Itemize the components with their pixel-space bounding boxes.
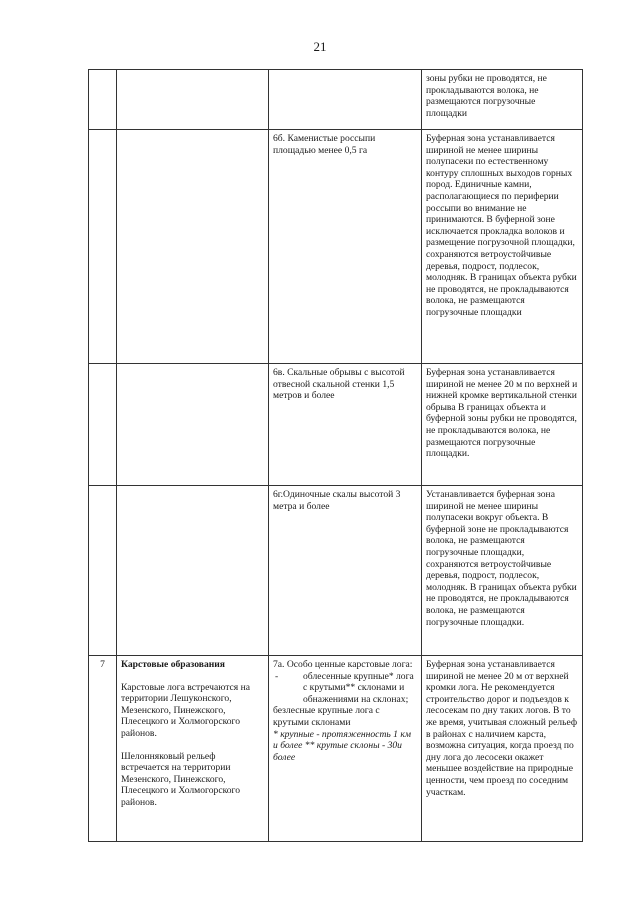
list-item: - облесенные крупные* лога с крутыми** склонами и обнажениями на склонах; [273,671,417,706]
requirement-cell: Буферная зона устанавливается шириной не менее 20 м от верхней кромки лога. Не рекомендуется строительство дорог и подъездов к лесосекам по дну таких логов. В то же время, учитывая сложный рельеф в районах с наличием карста, возможна ситуация, когда проезд по дну лога до лесосеки окажет меньшее воздействие на природные ценности, чем проезд по соседним участкам. [422,656,583,842]
object-cell [117,364,269,486]
subtype-cell: 6б. Каменистые россыпи площадью менее 0,5 га [269,130,422,364]
table-row [89,70,583,130]
row-number-cell: 7 [89,656,117,842]
subtype-footnote: * крупные - протяженность 1 км и более ** крутые склоны - 30и более [273,728,411,763]
subtype-intro: 7а. Особо ценные карстовые лога: [273,659,413,670]
object-description: Шелонняковый рельеф встречается на территории Мезенского, Пинежского, Плесецкого и Холмогорского районов. [121,750,241,808]
requirements-table [88,69,583,842]
requirement-cell: зоны рубки не проводятся, не прокладываются волока, не размещаются погрузочные площадки [422,70,583,130]
row-number-cell [89,364,117,486]
requirement-cell: Буферная зона устанавливается шириной не менее ширины полупасеки по естественному контуру сплошных выходов горных пород. Единичные камни, располагающиеся по периферии россыпи во внимание не принимаются. В буферной зоне исключается прокладка волоков и размещение погрузочной площадки, сохраняются ветроустойчивые деревья, подрост, подлесок, молодняк. В границах объекта рубки не проводятся, не прокладываются волока, не размещаются погрузочные площадки [422,130,583,364]
subtype-list [273,671,417,706]
object-cell [117,130,269,364]
object-cell [117,656,269,842]
subtype-cell: 6в. Скальные обрывы с высотой отвесной скальной стенки 1,5 метров и более [269,364,422,486]
object-title: Карстовые образования [121,659,225,670]
page-number: 21 [313,39,327,54]
table-row [89,656,583,842]
object-description: Карстовые лога встречаются на территории Лешуконского, Мезенского, Пинежского, Плесецкого и Холмогорского районов. [121,681,251,739]
requirement-cell: Буферная зона устанавливается шириной не менее 20 м по верхней и нижней кромке вертикальной стенки обрыва В границах объекта и буферной зоны рубки не проводятся, не прокладываются волока, не размещаются погрузочные площадки. [422,364,583,486]
row-number-cell [89,130,117,364]
table-row [89,364,583,486]
table-row [89,486,583,656]
object-cell [117,486,269,656]
table-row [89,130,583,364]
subtype-text: безлесные крупные лога с крутыми склонами [273,705,380,728]
object-cell [117,70,269,130]
row-number-cell [89,70,117,130]
subtype-cell: 6г.Одиночные скалы высотой 3 метра и более [269,486,422,656]
requirement-cell: Устанавливается буферная зона шириной не менее ширины полупасеки вокруг объекта. В буферной зоне не прокладываются волока, не размещаются погрузочные площадки, сохраняются ветроустойчивые деревья, подрост, подлесок, молодняк. В границах объекта рубки не проводятся, не прокладываются волока, не размещаются погрузочные площадки. [422,486,583,656]
row-number-cell [89,486,117,656]
subtype-cell [269,656,422,842]
subtype-cell [269,70,422,130]
